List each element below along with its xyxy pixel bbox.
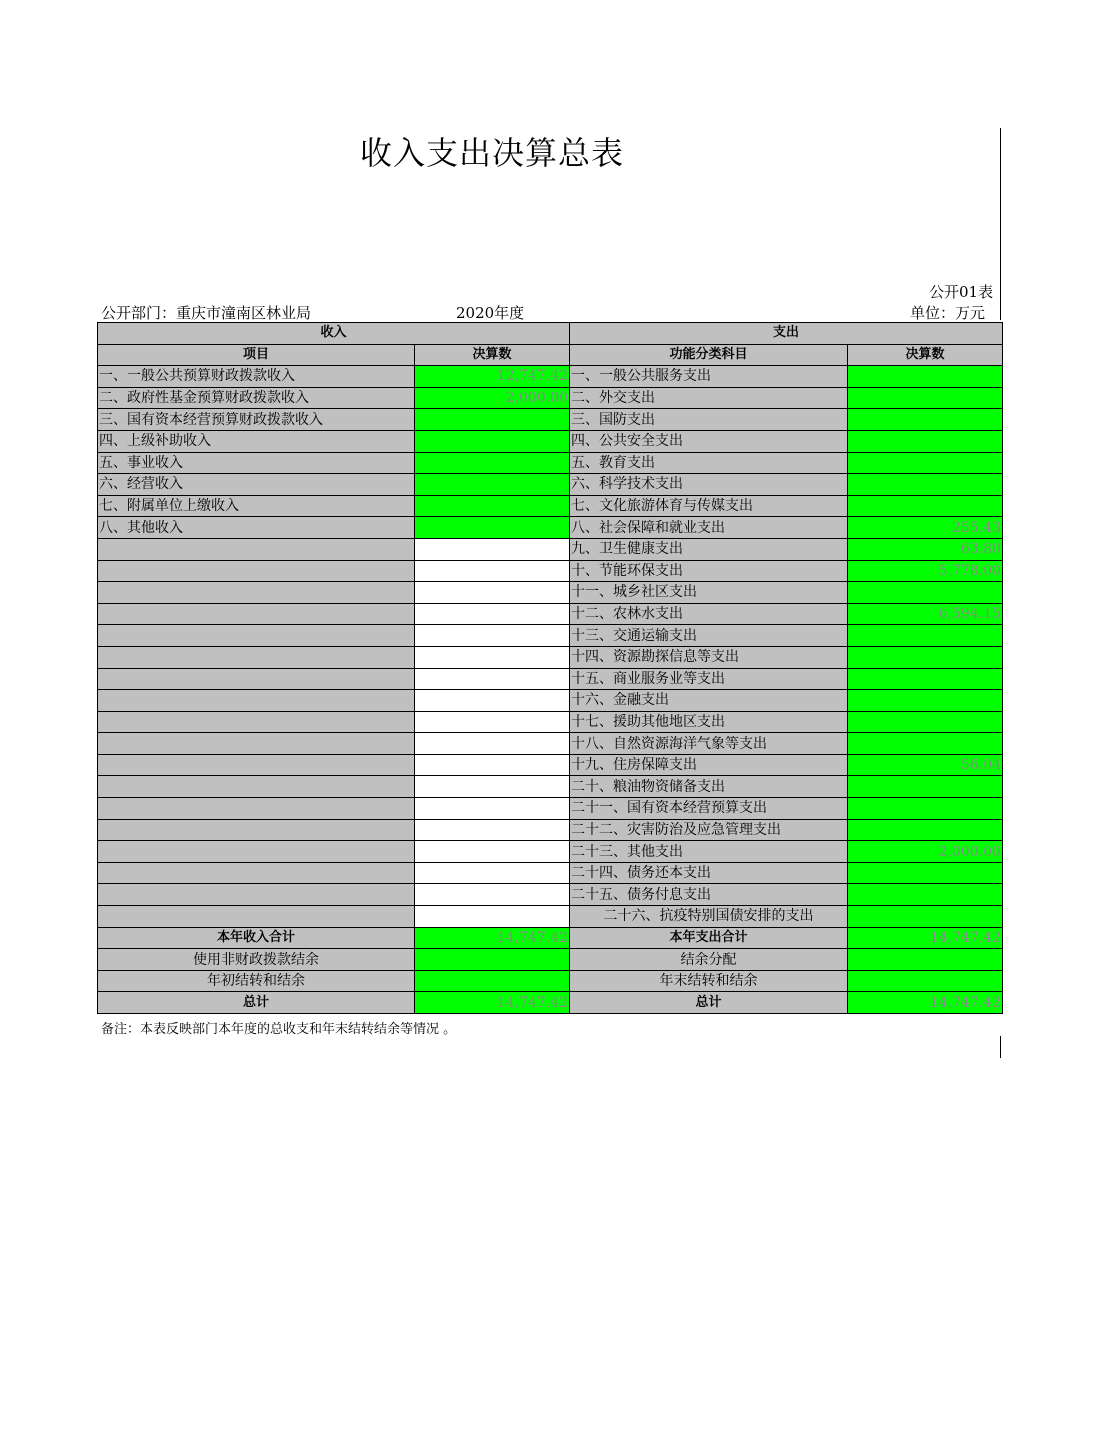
table-row — [98, 776, 1003, 798]
table-row — [98, 798, 1003, 820]
page-edge-line-top — [1000, 128, 1001, 320]
summary-income-label: 本年收入合计 — [98, 927, 415, 949]
income-item-cell — [98, 733, 415, 755]
summary-income-amount — [415, 970, 570, 992]
expense-amount-cell — [848, 495, 1003, 517]
table-row — [98, 862, 1003, 884]
table-row — [98, 646, 1003, 668]
expense-amount-cell — [848, 474, 1003, 496]
income-section-header: 收入 — [98, 323, 570, 345]
table-row — [98, 603, 1003, 625]
column-header-row — [98, 344, 1003, 366]
income-amount-cell — [415, 474, 570, 496]
expense-amount-cell — [848, 776, 1003, 798]
income-item-cell: 六、经营收入 — [98, 474, 415, 496]
income-amount-cell — [415, 625, 570, 647]
expense-item-cell: 二十一、国有资本经营预算支出 — [570, 798, 848, 820]
income-amount-cell — [415, 409, 570, 431]
income-amount-cell — [415, 646, 570, 668]
expense-amount-cell: 63.80 — [848, 538, 1003, 560]
income-item-cell — [98, 711, 415, 733]
expense-item-cell: 十七、援助其他地区支出 — [570, 711, 848, 733]
expense-item-cell: 十二、农林水支出 — [570, 603, 848, 625]
income-amount-cell — [415, 495, 570, 517]
expense-amount-cell — [848, 409, 1003, 431]
expense-item-cell: 二、外交支出 — [570, 387, 848, 409]
summary-row — [98, 992, 1003, 1014]
expense-item-header: 功能分类科目 — [570, 344, 848, 366]
expense-amount-cell — [848, 906, 1003, 928]
income-item-cell — [98, 906, 415, 928]
income-item-cell: 八、其他收入 — [98, 517, 415, 539]
footnote: 备注：本表反映部门本年度的总收支和年末结转结余等情况 。 — [101, 1022, 457, 1037]
expense-item-cell: 七、文化旅游体育与传媒支出 — [570, 495, 848, 517]
expense-amount-cell — [848, 798, 1003, 820]
income-amount-cell — [415, 862, 570, 884]
income-item-cell — [98, 798, 415, 820]
table-row — [98, 733, 1003, 755]
expense-item-cell: 十四、资源勘探信息等支出 — [570, 646, 848, 668]
summary-expense-amount: 14,747.42 — [848, 927, 1003, 949]
income-item-cell — [98, 754, 415, 776]
income-item-header: 项目 — [98, 344, 415, 366]
table-row — [98, 841, 1003, 863]
summary-income-amount — [415, 949, 570, 971]
table-row — [98, 582, 1003, 604]
expense-item-cell: 二十、粮油物资储备支出 — [570, 776, 848, 798]
income-item-cell: 五、事业收入 — [98, 452, 415, 474]
summary-income-label: 使用非财政拨款结余 — [98, 949, 415, 971]
income-amount-cell — [415, 906, 570, 928]
expense-amount-cell: 6,594.15 — [848, 603, 1003, 625]
department-label: 公开部门：重庆市潼南区林业局 — [101, 304, 312, 322]
section-header-row — [98, 323, 1003, 345]
form-number: 公开01表 — [929, 283, 994, 301]
summary-expense-label: 总计 — [570, 992, 848, 1014]
income-item-cell — [98, 560, 415, 582]
summary-income-label: 年初结转和结余 — [98, 970, 415, 992]
income-amount-cell — [415, 582, 570, 604]
income-item-cell: 一、一般公共预算财政拨款收入 — [98, 366, 415, 388]
expense-item-cell: 二十三、其他支出 — [570, 841, 848, 863]
table-row — [98, 430, 1003, 452]
summary-row — [98, 970, 1003, 992]
expense-amount-cell — [848, 711, 1003, 733]
income-item-cell — [98, 538, 415, 560]
expense-amount-cell — [848, 366, 1003, 388]
income-item-cell — [98, 776, 415, 798]
expense-item-cell: 五、教育支出 — [570, 452, 848, 474]
income-item-cell: 四、上级补助收入 — [98, 430, 415, 452]
income-item-cell: 七、附属单位上缴收入 — [98, 495, 415, 517]
summary-income-amount: 14,747.42 — [415, 927, 570, 949]
expense-item-cell: 十、节能环保支出 — [570, 560, 848, 582]
income-item-cell — [98, 668, 415, 690]
expense-amount-cell — [848, 862, 1003, 884]
income-amount-cell — [415, 517, 570, 539]
expense-item-cell: 十六、金融支出 — [570, 690, 848, 712]
income-amount-cell — [415, 452, 570, 474]
income-amount-cell — [415, 668, 570, 690]
income-item-cell — [98, 646, 415, 668]
expense-amount-cell — [848, 884, 1003, 906]
expense-section-header: 支出 — [570, 323, 1003, 345]
income-item-cell — [98, 841, 415, 863]
income-item-cell: 三、国有资本经营预算财政拨款收入 — [98, 409, 415, 431]
summary-expense-amount — [848, 970, 1003, 992]
expense-item-cell: 十五、商业服务业等支出 — [570, 668, 848, 690]
expense-item-cell: 十三、交通运输支出 — [570, 625, 848, 647]
summary-expense-label: 结余分配 — [570, 949, 848, 971]
table-row — [98, 517, 1003, 539]
expense-amount-cell: 56.04 — [848, 754, 1003, 776]
income-amount-cell — [415, 690, 570, 712]
budget-table — [97, 322, 1003, 1014]
table-row — [98, 711, 1003, 733]
table-row — [98, 754, 1003, 776]
income-item-cell — [98, 884, 415, 906]
expense-item-cell: 二十四、债务还本支出 — [570, 862, 848, 884]
income-amount-header: 决算数 — [415, 344, 570, 366]
table-row — [98, 906, 1003, 928]
summary-income-label: 总计 — [98, 992, 415, 1014]
fiscal-year: 2020年度 — [456, 304, 525, 322]
expense-amount-cell — [848, 387, 1003, 409]
table-row — [98, 538, 1003, 560]
summary-expense-amount: 14,747.42 — [848, 992, 1003, 1014]
income-item-cell — [98, 862, 415, 884]
income-item-cell — [98, 690, 415, 712]
income-amount-cell — [415, 798, 570, 820]
income-amount-cell — [415, 776, 570, 798]
income-item-cell — [98, 603, 415, 625]
income-amount-cell — [415, 819, 570, 841]
expense-item-cell: 二十二、灾害防治及应急管理支出 — [570, 819, 848, 841]
expense-item-cell: 九、卫生健康支出 — [570, 538, 848, 560]
expense-amount-cell: 5,778.00 — [848, 560, 1003, 582]
income-amount-cell — [415, 884, 570, 906]
expense-amount-cell — [848, 430, 1003, 452]
table-row — [98, 625, 1003, 647]
expense-item-cell: 十一、城乡社区支出 — [570, 582, 848, 604]
table-row — [98, 560, 1003, 582]
expense-item-cell: 十九、住房保障支出 — [570, 754, 848, 776]
income-amount-cell — [415, 841, 570, 863]
table-row — [98, 387, 1003, 409]
income-amount-cell — [415, 603, 570, 625]
table-row — [98, 668, 1003, 690]
summary-expense-label: 年末结转和结余 — [570, 970, 848, 992]
income-item-cell — [98, 625, 415, 647]
expense-item-cell: 八、社会保障和就业支出 — [570, 517, 848, 539]
expense-amount-cell — [848, 452, 1003, 474]
income-amount-cell — [415, 711, 570, 733]
table-row — [98, 474, 1003, 496]
expense-amount-cell — [848, 733, 1003, 755]
income-item-cell: 二、政府性基金预算财政拨款收入 — [98, 387, 415, 409]
summary-expense-amount — [848, 949, 1003, 971]
table-row — [98, 495, 1003, 517]
summary-expense-label: 本年支出合计 — [570, 927, 848, 949]
expense-item-cell: 六、科学技术支出 — [570, 474, 848, 496]
page-edge-line-bottom — [1000, 1036, 1001, 1058]
expense-amount-cell — [848, 690, 1003, 712]
expense-item-cell: 二十六、抗疫特别国债安排的支出 — [570, 906, 848, 928]
expense-item-cell: 一、一般公共服务支出 — [570, 366, 848, 388]
unit-label: 单位：万元 — [910, 304, 986, 322]
expense-item-cell: 四、公共安全支出 — [570, 430, 848, 452]
expense-amount-cell — [848, 582, 1003, 604]
table-row — [98, 452, 1003, 474]
table-row — [98, 366, 1003, 388]
summary-income-amount: 14,747.42 — [415, 992, 570, 1014]
income-item-cell — [98, 819, 415, 841]
expense-amount-cell — [848, 646, 1003, 668]
expense-amount-cell — [848, 668, 1003, 690]
expense-item-cell: 三、国防支出 — [570, 409, 848, 431]
expense-amount-header: 决算数 — [848, 344, 1003, 366]
expense-item-cell: 二十五、债务付息支出 — [570, 884, 848, 906]
table-row — [98, 690, 1003, 712]
income-item-cell — [98, 582, 415, 604]
expense-item-cell: 十八、自然资源海洋气象等支出 — [570, 733, 848, 755]
income-amount-cell: 12,747.42 — [415, 366, 570, 388]
income-amount-cell — [415, 733, 570, 755]
expense-amount-cell — [848, 625, 1003, 647]
table-row — [98, 884, 1003, 906]
income-amount-cell — [415, 430, 570, 452]
income-amount-cell — [415, 538, 570, 560]
expense-amount-cell — [848, 819, 1003, 841]
report-title: 收入支出决算总表 — [360, 134, 625, 172]
table-row — [98, 409, 1003, 431]
expense-amount-cell: 2,000.00 — [848, 841, 1003, 863]
income-amount-cell: 2,000.00 — [415, 387, 570, 409]
table-row — [98, 819, 1003, 841]
summary-row — [98, 927, 1003, 949]
summary-row — [98, 949, 1003, 971]
income-amount-cell — [415, 754, 570, 776]
expense-amount-cell: 255.43 — [848, 517, 1003, 539]
income-amount-cell — [415, 560, 570, 582]
